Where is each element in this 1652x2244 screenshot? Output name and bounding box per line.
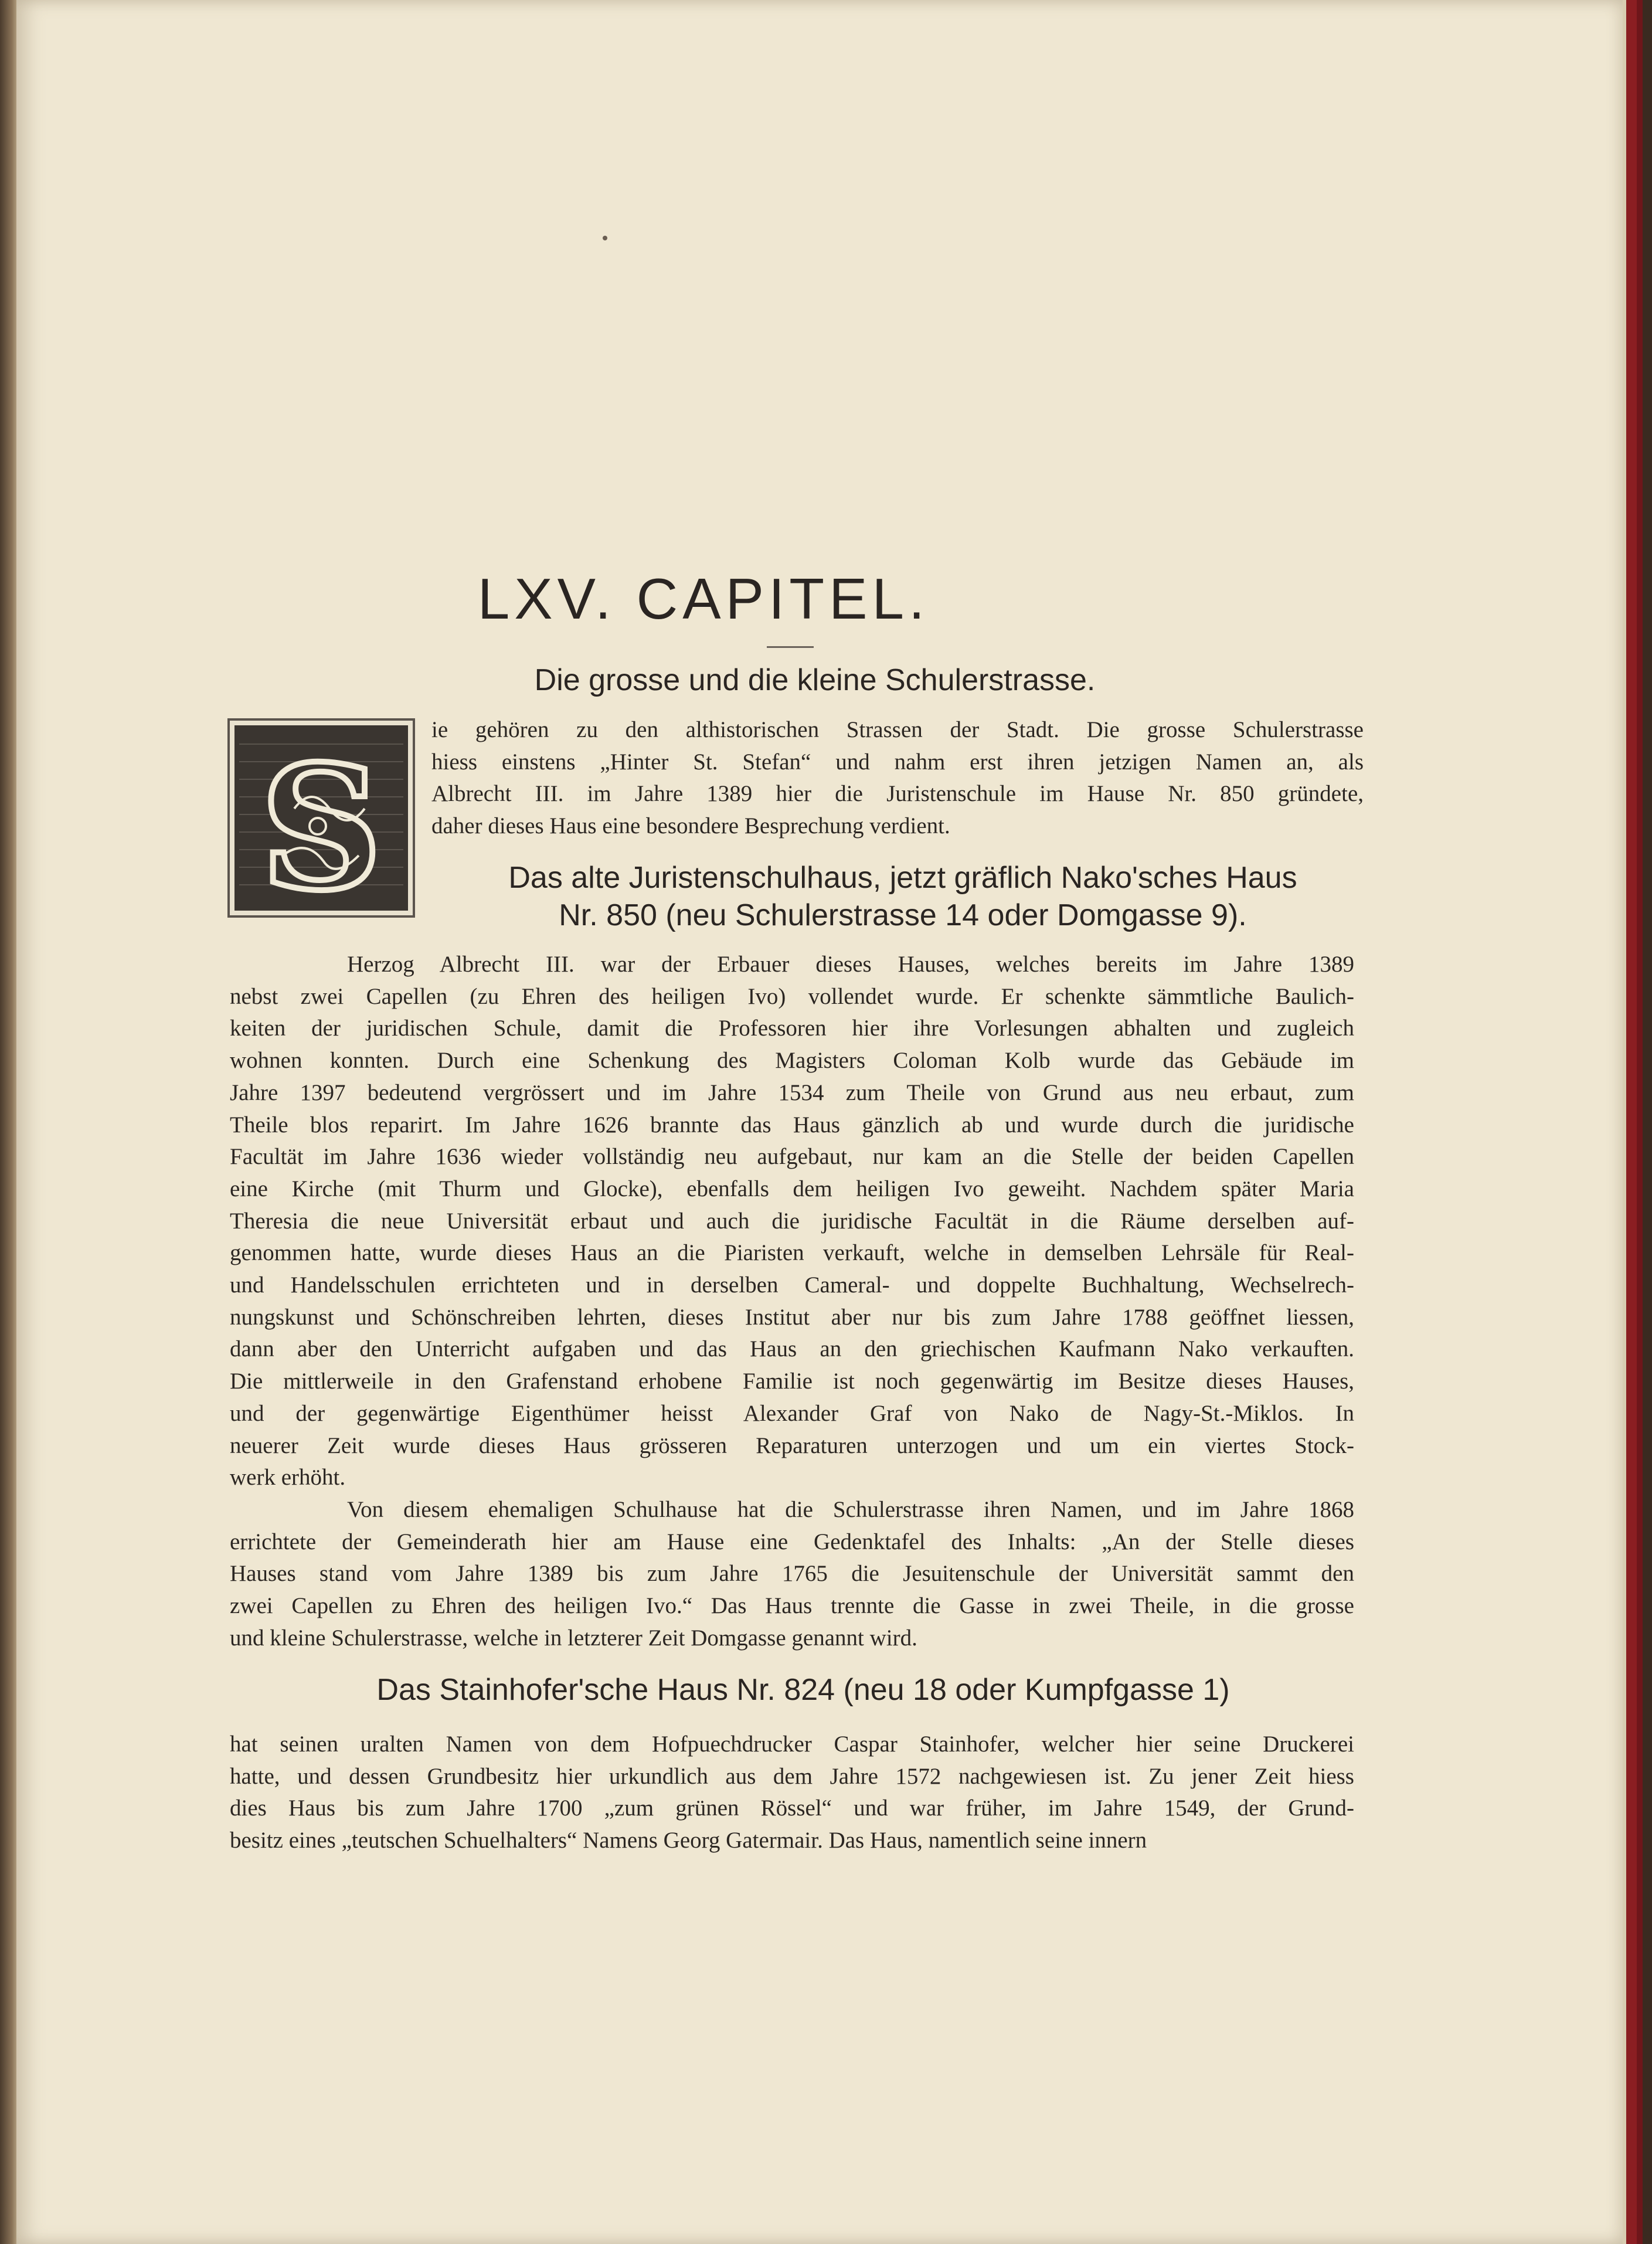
section-heading-juristenschulhaus: [422, 859, 1384, 934]
decorated-initial: [227, 718, 415, 918]
text-line: Herzog Albrecht III. war der Erbauer dieses Hauses, welches bereits im Jahre 1389: [347, 952, 1354, 977]
text-line: Von diesem ehemaligen Schulhause hat die Schulerstrasse ihren Namen, und im Jahre 1868: [347, 1496, 1354, 1522]
section-body-stainhofer: [230, 1729, 1354, 1857]
text-line: und der gegenwärtige Eigenthümer heisst Alexander Graf von Nako de Nagy-St.-Miklos. In: [230, 1400, 1354, 1426]
text-line: nungskunst und Schönschreiben lehrten, dieses Institut aber nur bis zum Jahre 1788 geöffnet liessen,: [230, 1304, 1354, 1330]
text-line: und Handelsschulen errichteten und in derselben Cameral- und doppelte Buchhaltung, Wechselrech-: [230, 1272, 1354, 1298]
intro-paragraph: [431, 714, 1364, 843]
title-divider: [767, 646, 814, 648]
text-line: Jahre 1397 bedeutend vergrössert und im Jahre 1534 zum Theile von Grund aus neu erbaut, zum: [230, 1079, 1354, 1105]
text-line: hatte, und dessen Grundbesitz hier urkundlich aus dem Jahre 1572 nachgewiesen ist. Zu jener Zeit hiess: [230, 1763, 1354, 1789]
text-line: daher dieses Haus eine besondere Besprechung verdient.: [431, 813, 950, 839]
text-line: hat seinen uralten Namen von dem Hofpuechdrucker Caspar Stainhofer, welcher hier seine Druckerei: [230, 1732, 1354, 1757]
paper-speck: [603, 236, 607, 240]
text-line: eine Kirche (mit Thurm und Glocke), ebenfalls dem heiligen Ivo geweiht. Nachdem später Maria: [230, 1176, 1354, 1201]
text-line: werk erhöht.: [230, 1465, 346, 1491]
text-line: nebst zwei Capellen (zu Ehren des heiligen Ivo) vollendet wurde. Er schenkte sämmtliche Baulich-: [230, 983, 1354, 1009]
chapter-title: LXV. CAPITEL.: [477, 566, 930, 631]
heading-line: Nr. 850 (neu Schulerstrasse 14 oder Domgasse 9).: [559, 898, 1247, 932]
text-line: hiess einstens „Hinter St. Stefan“ und nahm erst ihren jetzigen Namen an, als: [431, 749, 1364, 775]
decorated-initial-s-icon: [230, 721, 413, 915]
text-line: dies Haus bis zum Jahre 1700 „zum grünen Rössel“ und war früher, im Jahre 1549, der Grund-: [230, 1795, 1354, 1821]
text-line: keiten der juridischen Schule, damit die Professoren hier ihre Vorlesungen abhalten und zugleich: [230, 1016, 1354, 1041]
text-line: besitz eines „teutschen Schuelhalters“ Namens Georg Gatermair. Das Haus, namentlich seine innern: [230, 1828, 1147, 1853]
text-line: dann aber den Unterricht aufgaben und das Haus an den griechischen Kaufmann Nako verkauften.: [230, 1336, 1354, 1362]
text-line: Die mittlerweile in den Grafenstand erhobene Familie ist noch gegenwärtig im Besitze dieses Hauses,: [230, 1369, 1354, 1394]
text-line: Albrecht III. im Jahre 1389 hier die Juristenschule im Hause Nr. 850 gründete,: [431, 781, 1364, 807]
book-cover-edge: [1623, 0, 1652, 2244]
text-line: und kleine Schulerstrasse, welche in letzterer Zeit Domgasse genannt wird.: [230, 1625, 917, 1651]
section-heading-stainhofer: Das Stainhofer'sche Haus Nr. 824 (neu 18 oder Kumpfgasse 1): [376, 1673, 1230, 1707]
text-line: Hauses stand vom Jahre 1389 bis zum Jahre 1765 die Jesuitenschule der Universität sammt den: [230, 1561, 1354, 1587]
text-line: Theile blos reparirt. Im Jahre 1626 brannte das Haus gänzlich ab und wurde durch die juridische: [230, 1112, 1354, 1138]
text-line: ie gehören zu den althistorischen Strassen der Stadt. Die grosse Schulerstrasse: [431, 717, 1364, 742]
heading-line: Das alte Juristenschulhaus, jetzt gräflich Nako'sches Haus: [508, 861, 1297, 895]
text-line: genommen hatte, wurde dieses Haus an die Piaristen verkauft, welche in demselben Lehrsäle für Real-: [230, 1240, 1354, 1266]
text-line: wohnen konnten. Durch eine Schenkung des Magisters Coloman Kolb wurde das Gebäude im: [230, 1048, 1354, 1074]
chapter-subtitle: Die grosse und die kleine Schulerstrasse.: [534, 663, 1096, 697]
text-line: errichtete der Gemeinderath hier am Hause eine Gedenktafel des Inhalts: „An der Stelle dieses: [230, 1529, 1354, 1554]
text-line: neuerer Zeit wurde dieses Haus grösseren Reparaturen unterzogen und um ein viertes Stock-: [230, 1432, 1354, 1458]
text-line: Facultät im Jahre 1636 wieder vollständig neu aufgebaut, nur kam an die Stelle der beiden Capellen: [230, 1144, 1354, 1170]
initial-letter: S: [260, 729, 383, 915]
section-body-juristenschulhaus: [230, 949, 1354, 1654]
text-line: Theresia die neue Universität erbaut und auch die juridische Facultät in die Räume derselben auf-: [230, 1208, 1354, 1234]
text-line: zwei Capellen zu Ehren des heiligen Ivo.“ Das Haus trennte die Gasse in zwei Theile, in die grosse: [230, 1593, 1354, 1619]
